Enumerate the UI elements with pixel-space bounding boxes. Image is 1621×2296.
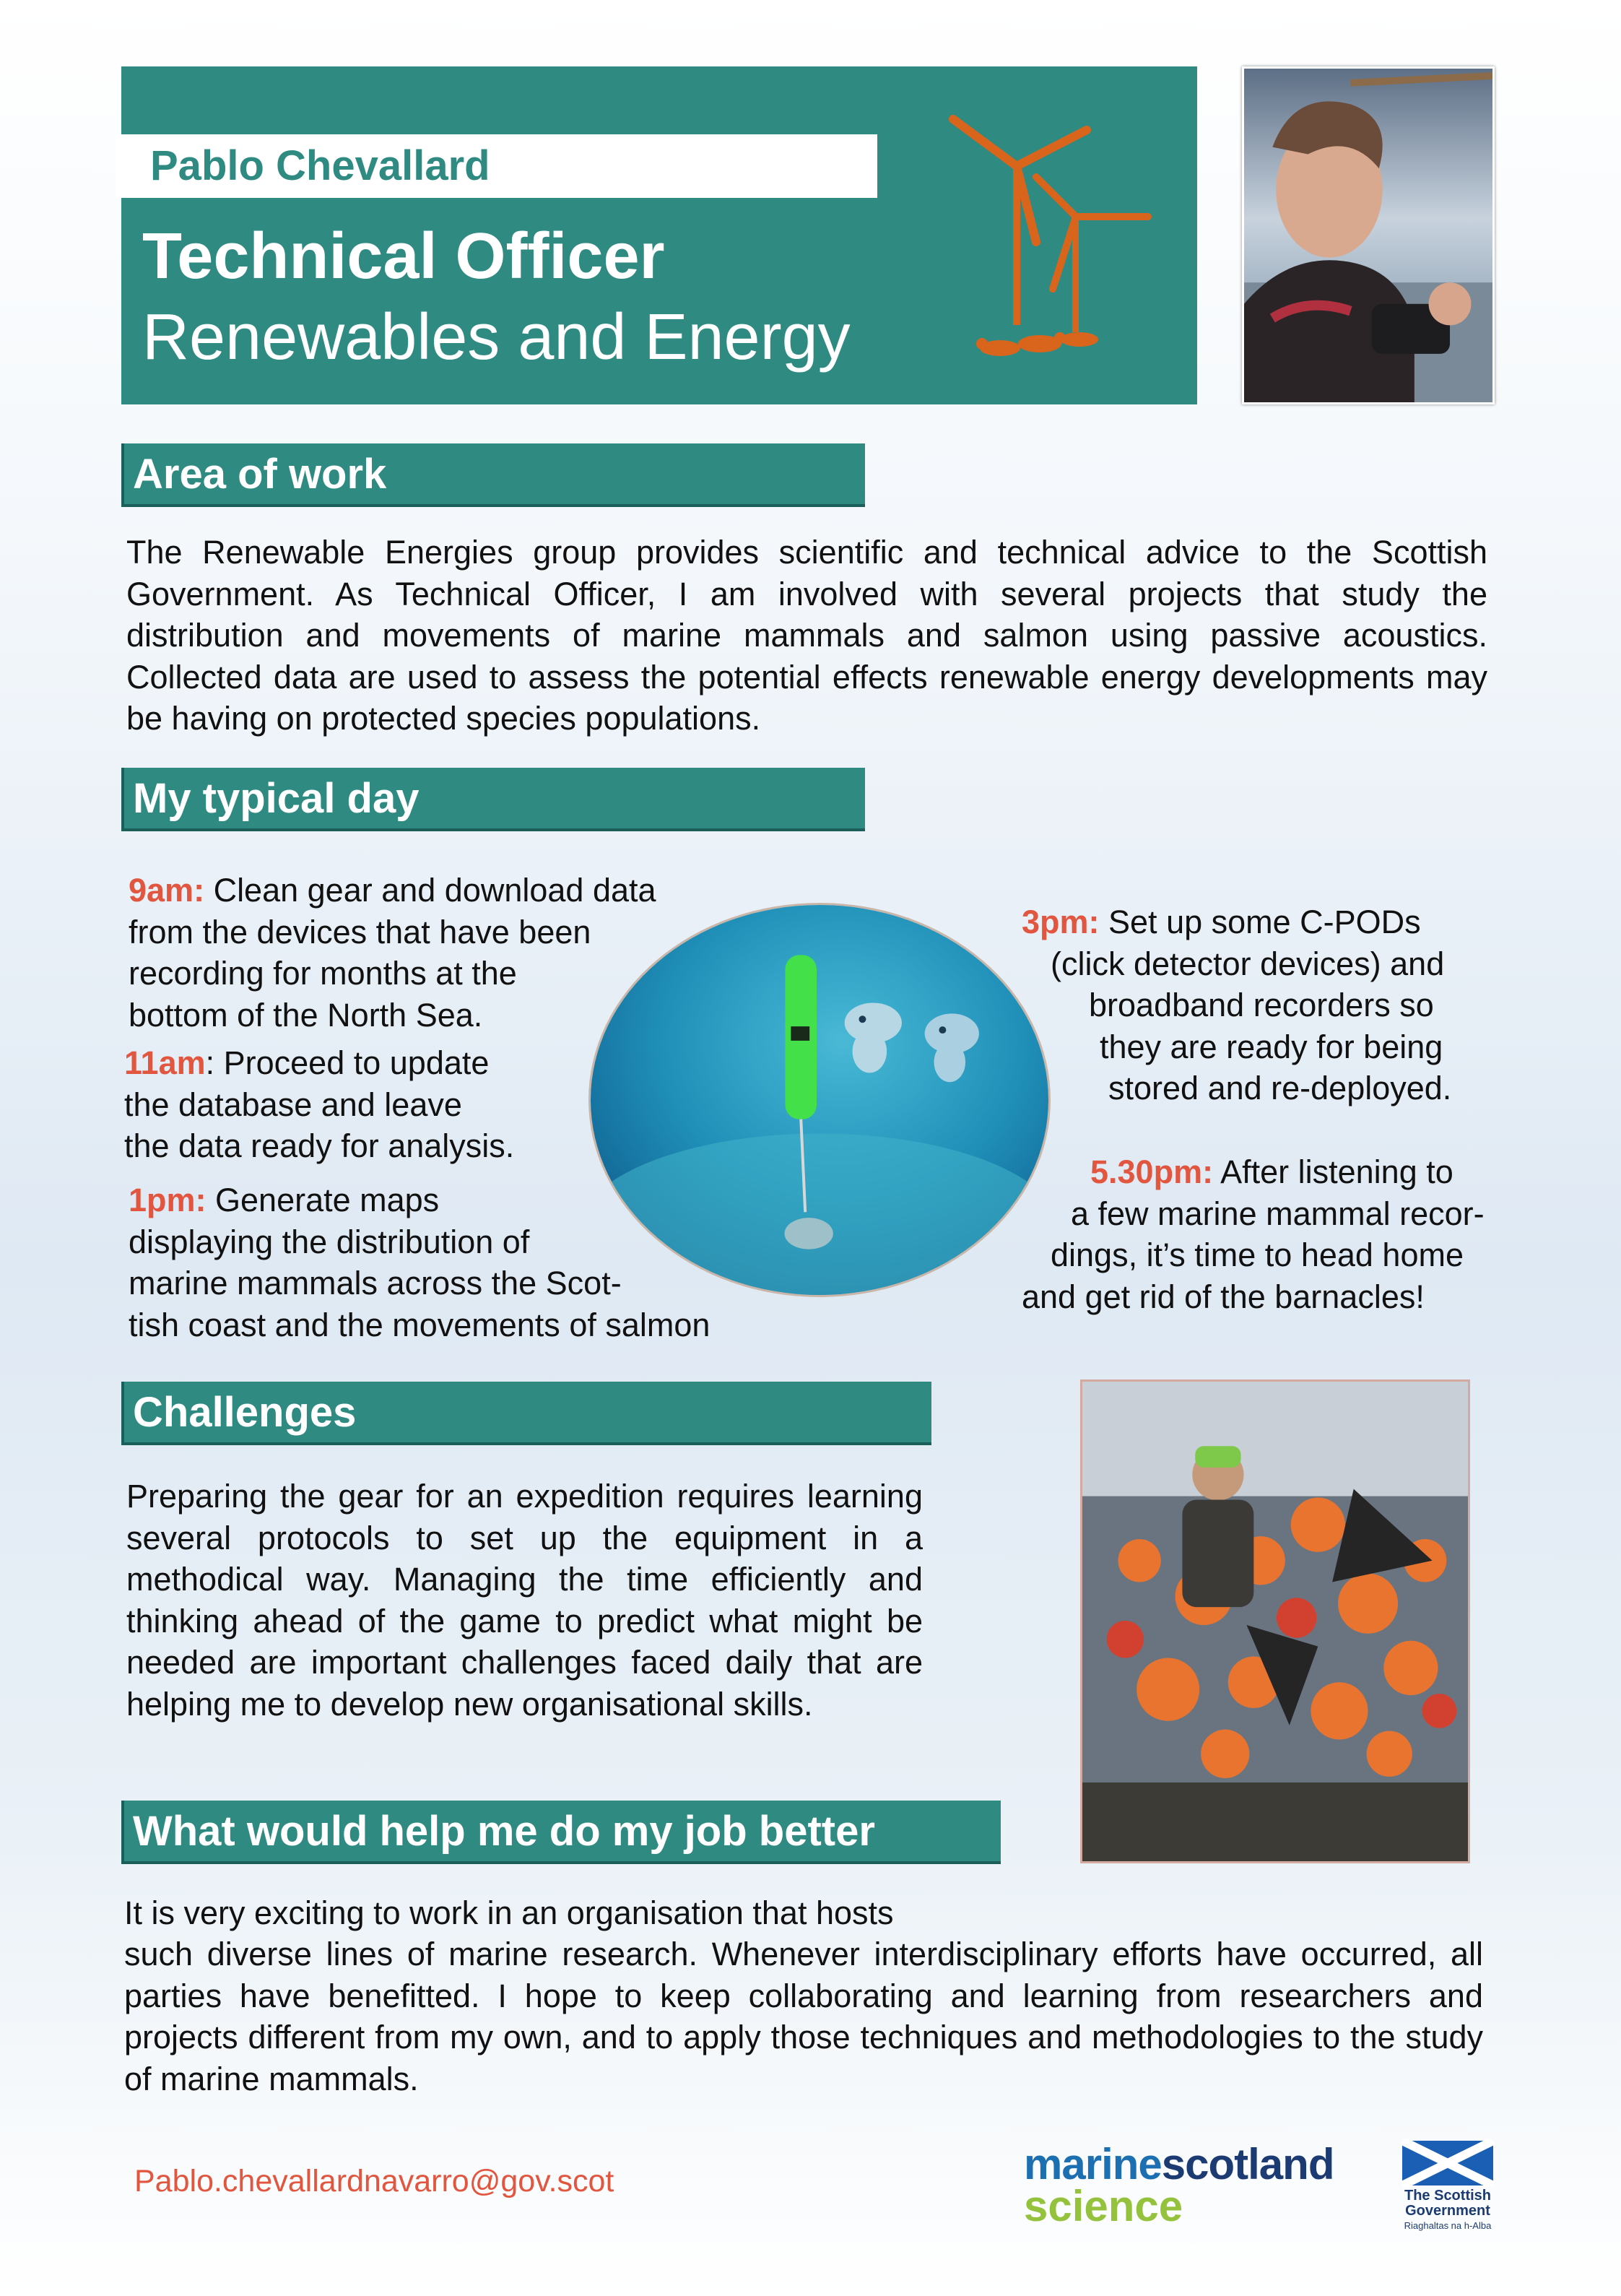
section-heading-job-better: What would help me do my job better [121,1801,1001,1864]
day-entry-11am: 11am: Proceed to update the database and leave the data ready for analysis. [124,1044,515,1164]
marine-scotland-science-logo [1024,2139,1342,2233]
time-label: 3pm: [1022,904,1100,940]
time-label: 11am [124,1044,206,1081]
time-label: 9am: [129,872,205,909]
day-entry-3pm: 3pm: Set up some C-PODs (click detector devices) and broadband recorders so they are ready for being stored and re-deployed. [1022,904,1452,1106]
job-area: Renewables and Energy [142,301,851,373]
time-label: 5.30pm: [1090,1153,1214,1190]
job-title: Technical Officer [142,220,665,293]
section-heading-challenges: Challenges [121,1382,931,1445]
logo-marine-text: marine [1024,2140,1162,2188]
day-entry-1pm: 1pm: Generate maps displaying the distribution of marine mammals across the Scot- tish coast and the movements of salmon [129,1182,710,1343]
help-text-first-line: It is very exciting to work in an organisation that hosts [124,1894,894,1931]
section-heading-area-of-work: Area of work [121,443,865,507]
challenges-text: Preparing the gear for an expedition requires learning several protocols to set up the equipment in a methodical way. Managing the time efficiently and thinking ahead of the game to predict what might be needed are important challenges faced daily that are helping me to develop new organisational skills. [126,1478,923,1723]
section-heading-typical-day: My typical day [121,768,865,831]
email-link[interactable]: Pablo.chevallardnavarro@gov.scot [134,2164,614,2198]
person-name: Pablo Chevallard [150,142,490,189]
logo-science-text: science [1024,2182,1183,2230]
gov-logo-gaelic: Riaghaltas na h-Alba [1404,2220,1492,2231]
time-label: 1pm: [129,1182,207,1218]
gear-buoys-photo [1080,1379,1470,1863]
day-entry-9am: 9am: Clean gear and download data from the devices that have been recording for months at the bottom of the North Sea. [129,872,656,1034]
gov-logo-name: The Scottish Government [1404,2188,1491,2219]
wind-turbines-icon [939,108,1199,376]
portrait-photo [1242,66,1495,404]
logo-scotland-text: scotland [1161,2140,1334,2188]
scottish-government-logo [1401,2139,1495,2240]
day-entry-530pm: 5.30pm: After listening to a few marine mammal recor- dings, it’s time to head home and get rid of the barnacles! [1022,1153,1485,1315]
help-text: such diverse lines of marine research. Whenever interdisciplinary efforts have occurred, all parties have benefitted. I hope to keep collaborating and learning from researchers and projects different from my own, and to apply those techniques and methodologies to the study of marine mammals. [124,1936,1483,2097]
area-of-work-text: The Renewable Energies group provides scientific and technical advice to the Scottish Government. As Technical Officer, I am involved with several projects that study the distribution and movements of marine mammals and salmon using passive acoustics. Collected data are used to assess the potential effects renewable energy developments may be having on protected species populations. [126,534,1487,737]
saltire-flag-icon [1401,2139,1495,2187]
